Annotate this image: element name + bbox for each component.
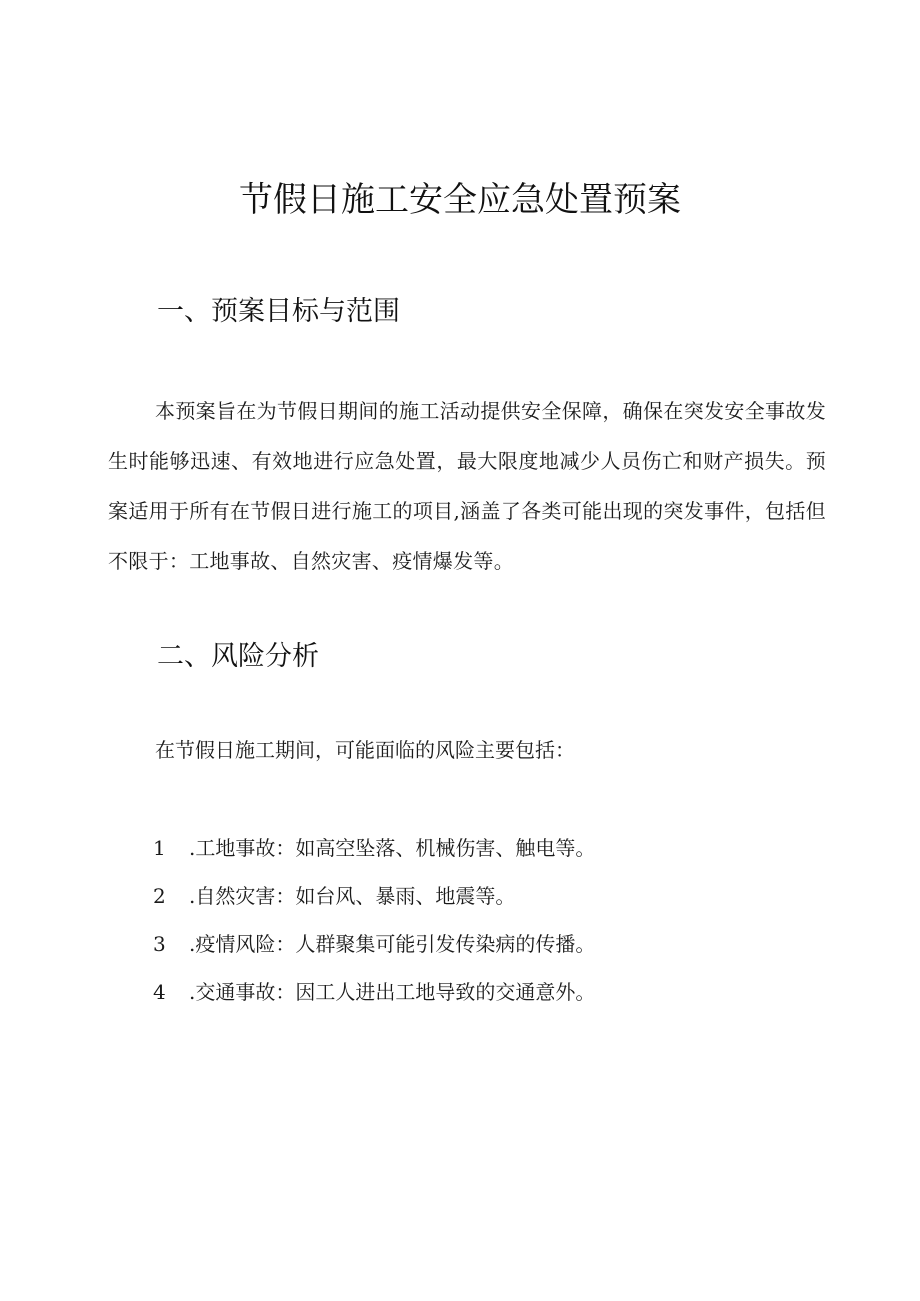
document-title: 节假日施工安全应急处置预案	[239, 180, 681, 220]
section-heading-risk: 二、风险分析	[157, 641, 319, 672]
risk-intro-paragraph: 在节假日施工期间，可能面临的风险主要包括：	[155, 738, 575, 762]
risk-list	[153, 828, 595, 1020]
list-item	[153, 924, 595, 972]
list-item-text: .疫情风险：人群聚集可能引发传染病的传播。	[189, 932, 596, 956]
list-item	[153, 828, 595, 876]
section-heading-scope: 一、预案目标与范围	[157, 296, 400, 327]
list-item-text: .交通事故：因工人进出工地导致的交通意外。	[189, 980, 596, 1004]
list-item	[153, 972, 595, 1020]
list-item-text: .自然灾害：如台风、暴雨、地震等。	[189, 884, 516, 908]
list-item	[153, 876, 595, 924]
list-item-number: 3	[153, 932, 166, 956]
list-item-number: 2	[153, 884, 166, 908]
list-item-number: 4	[153, 980, 166, 1004]
list-item-number: 1	[153, 836, 166, 860]
list-item-text: .工地事故：如高空坠落、机械伤害、触电等。	[189, 836, 596, 860]
scope-paragraph: 本预案旨在为节假日期间的施工活动提供安全保障，确保在突发安全事故发生时能够迅速、有效地进行应急处置，最大限度地减少人员伤亡和财产损失。预案适用于所有在节假日进行施工的项目,涵盖了各类可能出现的突发事件，包括但不限于：工地事故、自然灾害、疫情爆发等。	[108, 399, 826, 573]
